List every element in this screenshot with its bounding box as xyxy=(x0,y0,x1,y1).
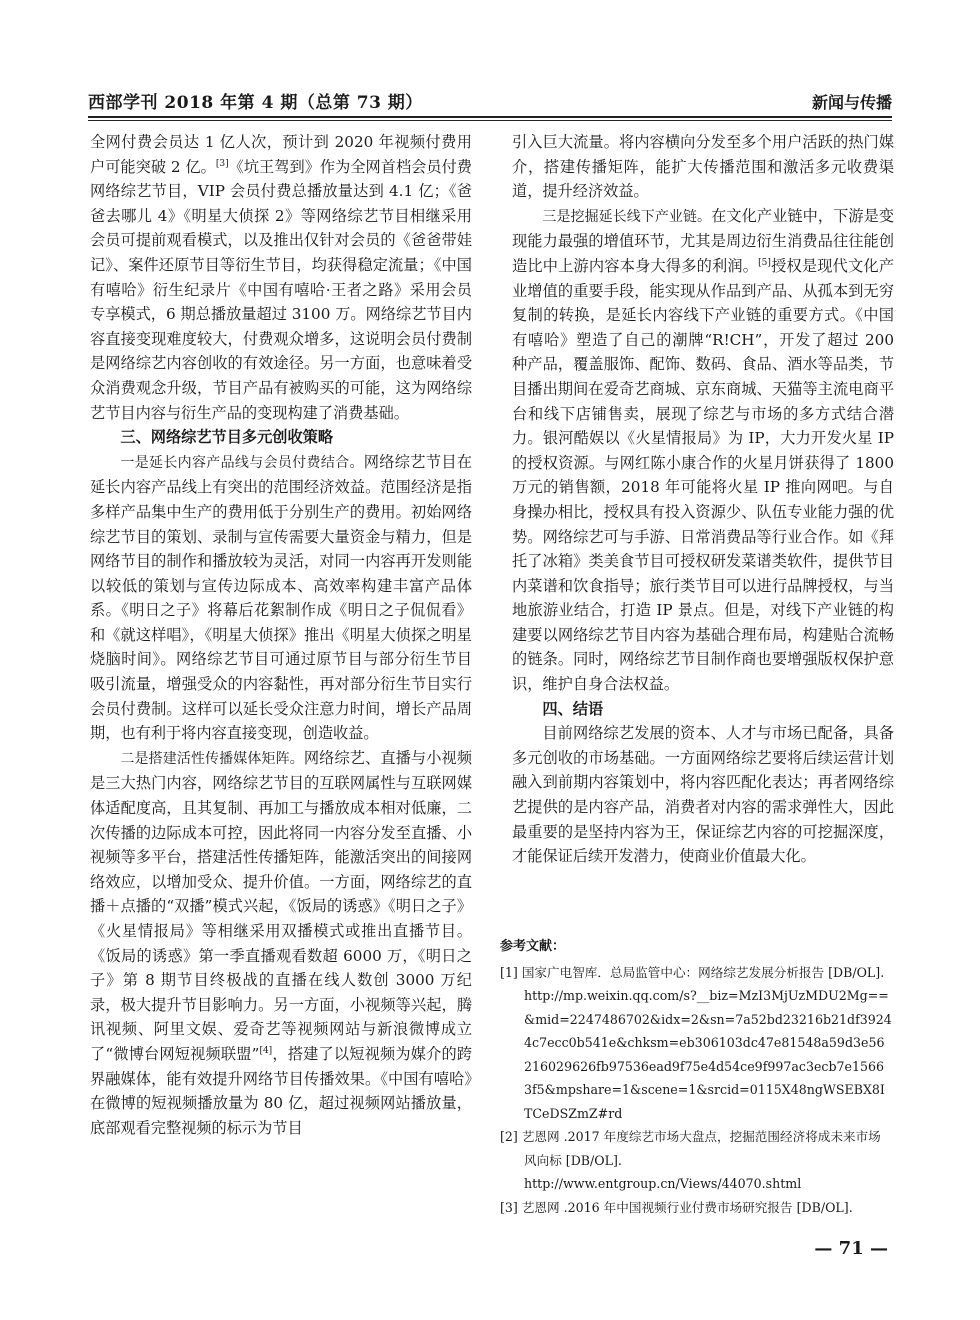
text: 《坑王驾到》作为全网首档会员付费网络综艺节目，VIP 会员付费总播放量达到 4.1 亿；《爸爸去哪儿 4》《明星大侦探 2》等网络综艺节目相继采用会员可提前观看模式，以及推出仅针对会员的《爸爸带娃记》、案件还原节目等衍生节目，均获得稳定流量；《中国有嘻哈》衍生纪录片《中国有嘻哈·王者之路》采用会员专享模式，6 期总播放量超过 3100 万。网络综艺节目内容直接变现难度较大，付费观众增多，这说明会员付费制是网络综艺内容创收的有效途径。另一方面，也意味着受众消费观念升级，节目产品有被购买的可能，这为网络综艺节目内容与衍生产品的变现构建了消费基础。 xyxy=(90,157,472,422)
paragraph xyxy=(90,130,472,425)
section-heading: 四、结语 xyxy=(542,699,604,718)
section-name: 新闻与传播 xyxy=(811,93,892,112)
text: ，搭建了以短视频为媒介的跨界融媒体，能有效提升网络节目传播效果。《中国有嘻哈》在微博的短视频播放量为 80 亿，超过视频网站播放量，底部观看完整视频的标示为节目 xyxy=(90,1044,473,1137)
citation: [5] xyxy=(758,257,771,268)
citation: [3] xyxy=(215,158,229,169)
right-column xyxy=(512,130,894,869)
subheading: 三是挖掘延长线下产业链。 xyxy=(542,208,712,225)
reference-text: [3] 艺恩网 .2016 年中国视频行业付费市场研究报告 [DB/OL]. xyxy=(500,1199,853,1215)
subheading: 二是搭建活性传播媒体矩阵。 xyxy=(120,750,304,767)
text: 在文化产业链中，下游是变现能力最强的增值环节，尤其是周边衍生消费品往往能创造比中上游内容本身大得多的利润。 xyxy=(512,206,895,275)
running-header xyxy=(88,82,892,116)
subheading: 一是延长内容产品线与会员付费结合。 xyxy=(120,454,364,471)
reference-item xyxy=(500,1196,892,1220)
header-rule-thin xyxy=(88,120,892,121)
text: 网络综艺节目在延长内容产品线上有突出的范围经济效益。范围经济是指多样产品集中生产的费用低于分别生产的费用。初始网络综艺节目的策划、录制与宣传需要大量资金与精力，但是网络节目的制作和播放较为灵活，对同一内容再开发则能以较低的策划与宣传边际成本、高效率构建丰富产品体系。《明日之子》将幕后花絮制作成《明日之子侃侃看》和《就这样唱》，《明星大侦探》推出《明星大侦探之明星烧脑时间》。网络综艺节目可通过原节目与部分衍生节目吸引流量，增强受众的内容黏性，再对部分衍生节目实行会员付费制。这样可以延长受众注意力时间，增长产品周期，也有利于将内容直接变现，创造收益。 xyxy=(90,452,473,743)
paragraph xyxy=(512,204,894,697)
references xyxy=(500,935,892,1219)
paragraph: 目前网络综艺发展的资本、人才与市场已配备，具备多元创收的市场基础。一方面网络综艺要将后续运营计划融入到前期内容策划中，将内容匹配化表达；再者网络综艺提供的是内容产品，消费者对内容的需求弹性大，因此最重要的是坚持内容为王，保证综艺内容的可挖掘深度，才能保证后续开发潜力，使商业价值最大化。 xyxy=(512,724,894,866)
citation: [4] xyxy=(259,1045,273,1056)
text: 网络综艺、直播与小视频是三大热门内容，网络综艺节目的互联网属性与互联网媒体适配度高，且其复制、再加工与播放成本相对低廉，二次传播的边际成本可控，因此将同一内容分发至直播、小视频等多平台，搭建活性传播矩阵，能激活突出的间接网络效应，以增加受众、提升价值。一方面，网络综艺的直播＋点播的“双播”模式兴起，《饭局的诱惑》《明日之子》《火星情报局》等相继采用双播模式或推出直播节目。《饭局的诱惑》第一季直播观看数超 6000 万，《明日之子》第 8 期节目终极战的直播在线人数创 3000 万纪录，极大提升节目影响力。另一方面，小视频等兴起，腾讯视频、阿里文娱、爱奇艺等视频网站与新浪微博成立了“微博台网短视频联盟” xyxy=(90,748,473,1063)
section-heading: 三、网络综艺节目多元创收策略 xyxy=(120,428,334,447)
left-column xyxy=(90,130,472,1140)
reference-url: http://mp.weixin.qq.com/s?__biz=MzI3MjUzMDU2Mg==&mid=2247486702&idx=2&sn=7a52bd23216b21df39244c7ecc0b541e&chksm=eb306103dc47e81548a59d3e56216029626fb97536ead9f75e4d54ce9f997ac3ecb7e15663f5&mpshare=1&scene=1&srcid=0115X48ngWSEBX8ITCeDSZmZ#rd xyxy=(524,988,892,1121)
text: 全网付费会员达 1 亿人次，预计到 2020 年视频付费用户可能突破 2 亿。 xyxy=(90,133,472,176)
reference-item xyxy=(500,1125,892,1196)
header-rule xyxy=(88,116,892,118)
paragraph: 引入巨大流量。将内容横向分发至多个用户活跃的热门媒介，搭建传播矩阵，能扩大传播范围和激活多元收费渠道，提升经济效益。 xyxy=(512,133,894,201)
paragraph xyxy=(90,746,472,1141)
page-number: — 71 — xyxy=(814,1238,888,1259)
reference-text: [1] 国家广电智库．总局监管中心：网络综艺发展分析报告 [DB/OL]. xyxy=(500,964,885,980)
reference-item xyxy=(500,961,892,1126)
reference-url: http://www.entgroup.cn/Views/44070.shtml xyxy=(524,1176,802,1191)
references-title: 参考文献： xyxy=(500,939,566,954)
paragraph xyxy=(90,450,472,746)
text: 授权是现代文化产业增值的重要手段，能实现从作品到产品、从孤本到无穷复制的转换，是延长内容线下产业链的重要方式。《中国有嘻哈》塑造了自己的潮牌“R!CH”，开发了超过 200 种产品，覆盖服饰、配饰、数码、食品、酒水等品类，节目播出期间在爱奇艺商城、京东商城、天猫等主流电商平台和线下店铺售卖，展现了综艺与市场的多方式结合潜力。银河酷娱以《火星情报局》为 IP，大力开发火星 IP 的授权资源。与网红陈小康合作的火星月饼获得了 1800 万元的销售额，2018 年可能将火星 IP 推向网吧。与自身操办相比，授权具有投入资源少、队伍专业能力强的优势。网络综艺可与手游、日常消费品等行业合作。如《拜托了冰箱》类美食节目可授权研发菜谱类软件，提供节目内菜谱和饮食指导；旅行类节目可以进行品牌授权，与当地旅游业结合，打造 IP 景点。但是，对线下产业链的构建要以网络综艺节目内容为基础合理布局，构建贴合流畅的链条。同时，网络综艺节目制作商也要增强版权保护意识，维护自身合法权益。 xyxy=(512,256,895,694)
reference-text: [2] 艺恩网 .2017 年度综艺市场大盘点，挖掘范围经济将成未来市场风向标 [DB/OL]. xyxy=(500,1129,881,1168)
journal-issue: 西部学刊 2018 年第 4 期（总第 73 期） xyxy=(88,93,423,113)
